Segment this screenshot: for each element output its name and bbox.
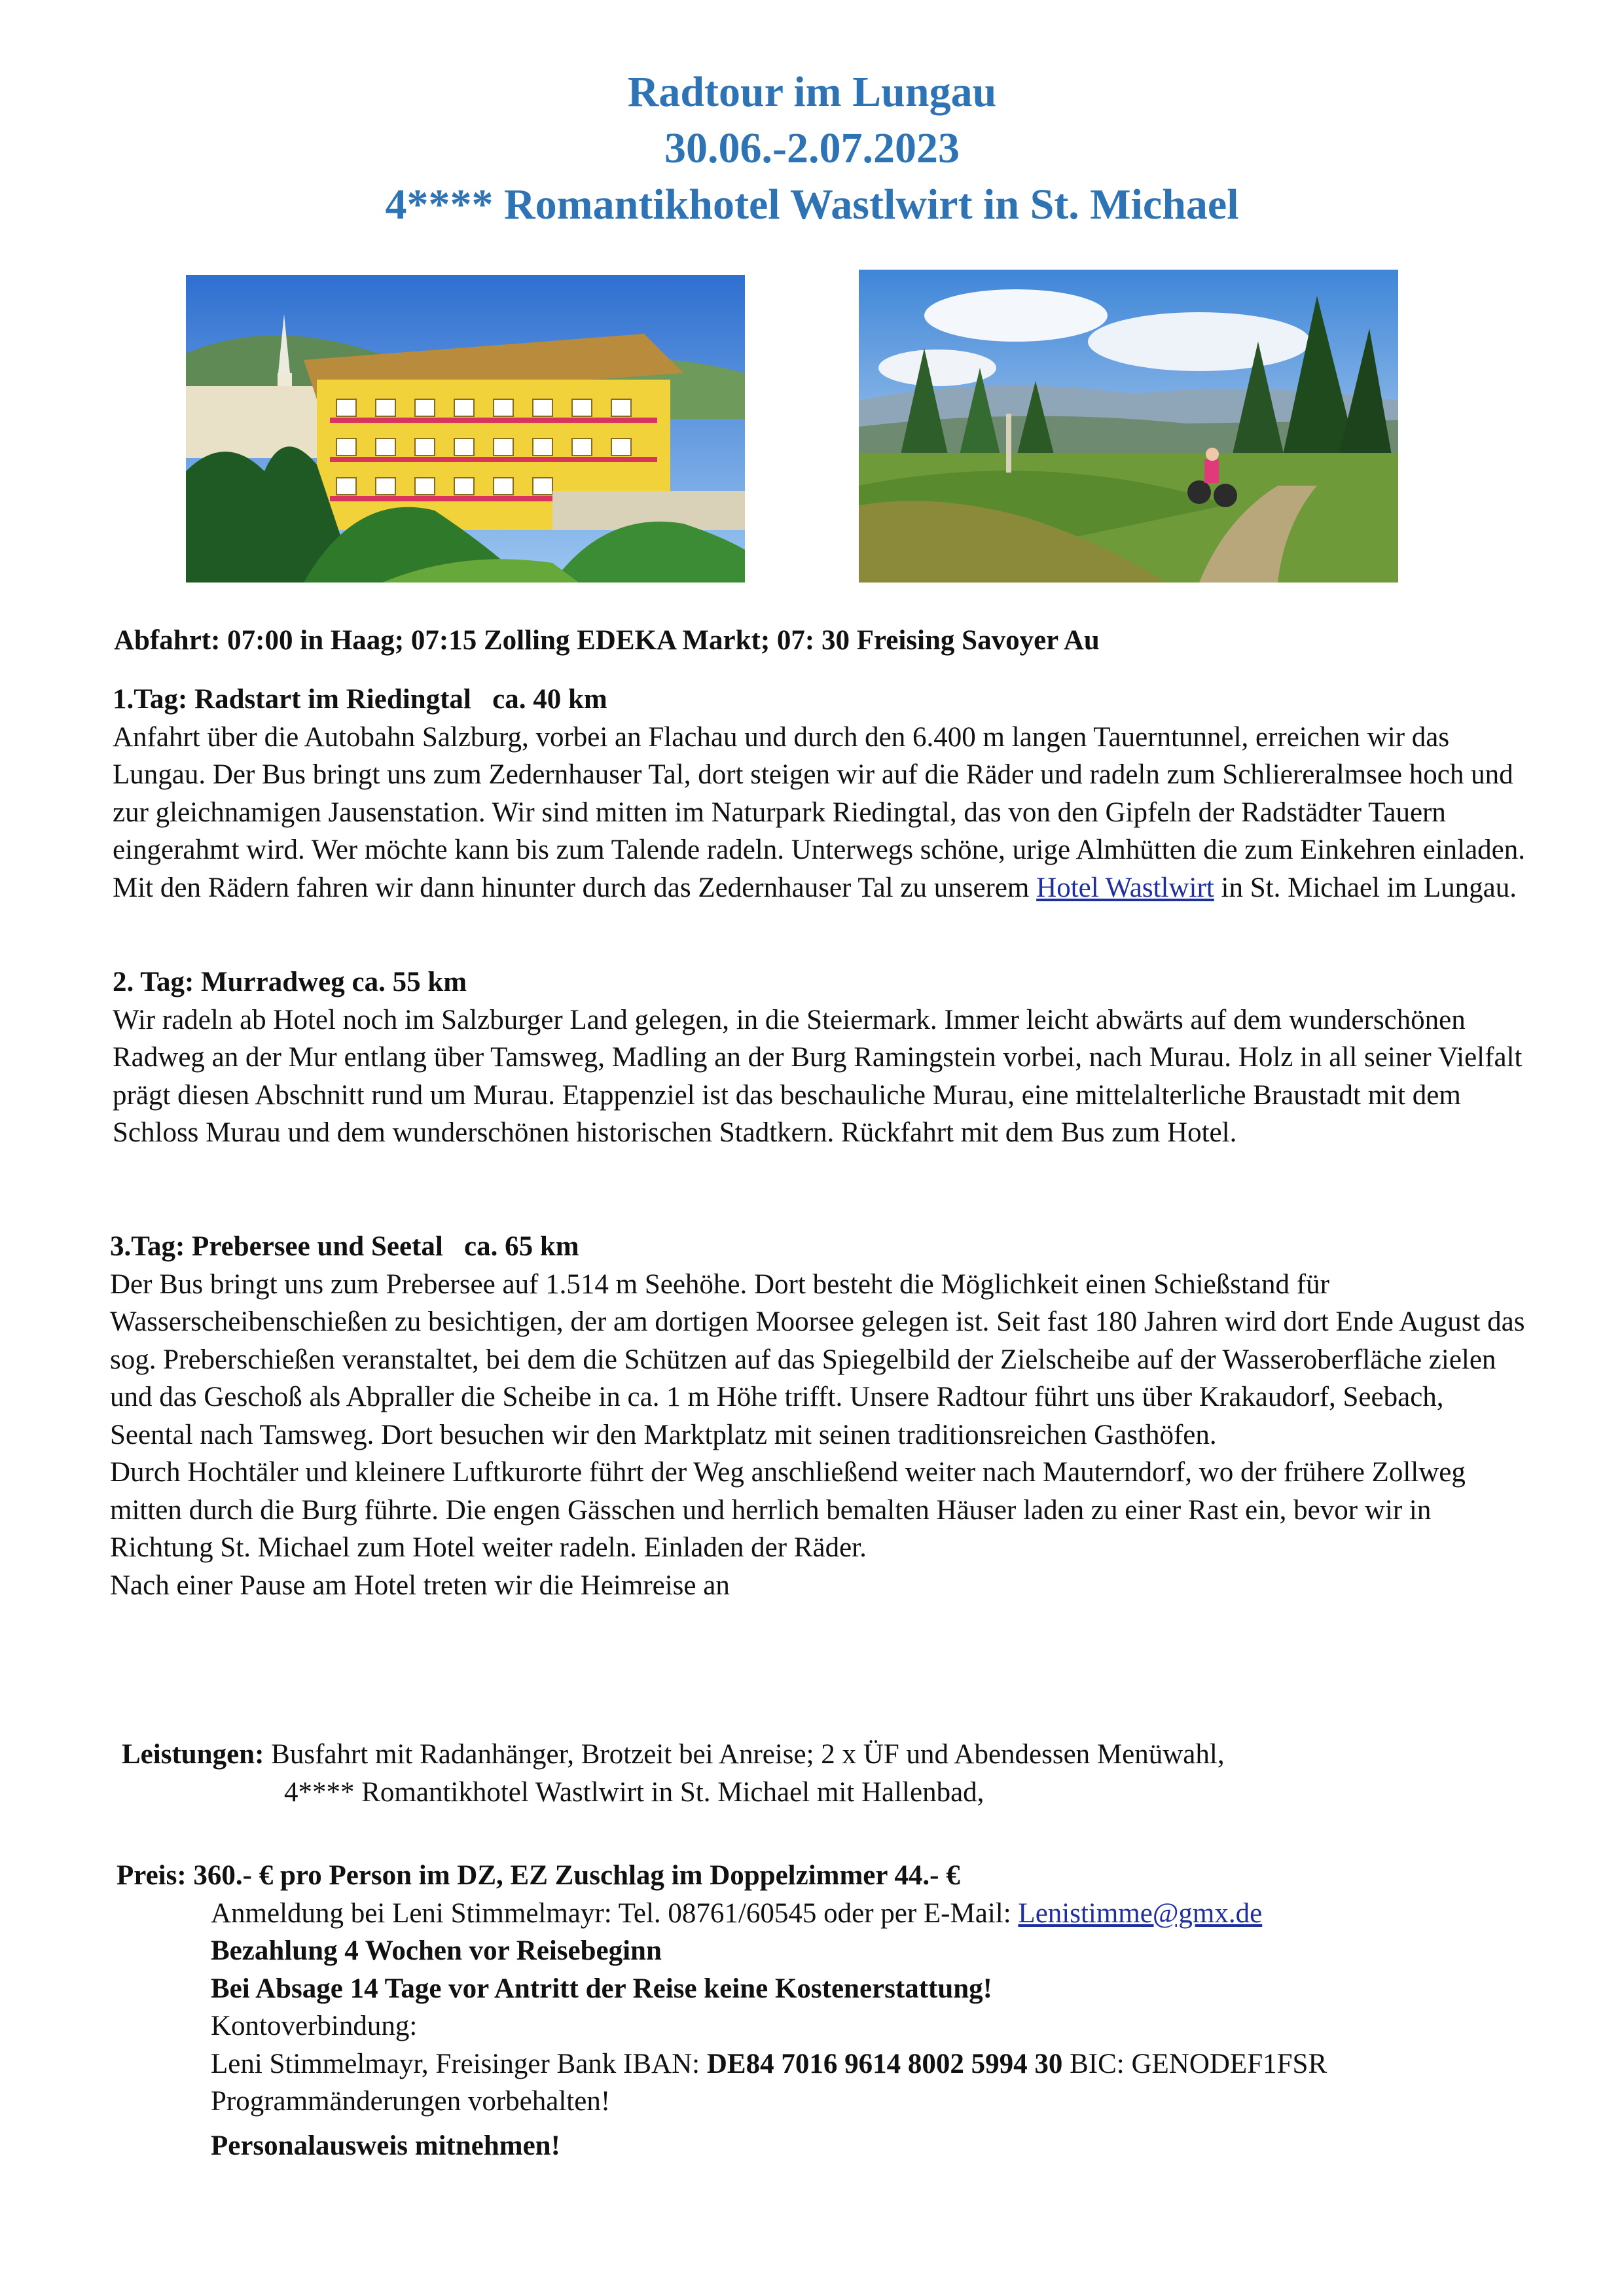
title-line-3: 4**** Romantikhotel Wastlwirt in St. Michael bbox=[385, 181, 1239, 228]
account-label: Kontoverbindung: bbox=[211, 2011, 418, 2041]
bic-value: BIC: GENODEF1FSR bbox=[1062, 2048, 1327, 2079]
changes-note: Programmänderungen vorbehalten! bbox=[211, 2086, 611, 2117]
registration-text: Anmeldung bei Leni Stimmelmayr: Tel. 08761/60545 oder per E-Mail: bbox=[211, 1897, 1019, 1929]
price-heading: Preis: 360.- € pro Person im DZ, EZ Zuschlag im Doppelzimmer 44.- € bbox=[117, 1860, 960, 1891]
day1-heading: 1.Tag: Radstart im Riedingtal ca. 40 km bbox=[113, 684, 607, 715]
services-label: Leistungen: bbox=[122, 1739, 264, 1770]
day2-heading: 2. Tag: Murradweg ca. 55 km bbox=[113, 967, 467, 997]
day1-text-after-link: in St. Michael im Lungau. bbox=[1214, 872, 1517, 903]
payment-note: Bezahlung 4 Wochen vor Reisebeginn bbox=[211, 1935, 662, 1966]
registration-line bbox=[117, 1895, 1557, 1933]
day3-heading: 3.Tag: Prebersee und Seetal ca. 65 km bbox=[110, 1231, 579, 1262]
day3-text-3: Nach einer Pause am Hotel treten wir die Heimreise an bbox=[110, 1570, 730, 1601]
day1-text bbox=[113, 719, 1526, 907]
day2-text: Wir radeln ab Hotel noch im Salzburger Land gelegen, in die Steiermark. Immer leicht abwärts auf dem wunderschönen Radweg an der Mur entlang über Tamsweg, Madling an der Burg Ramingstein vorbei, nach Murau. Holz in all seiner Vielfalt prägt diesen Abschnitt rund um Murau. Etappenziel ist das beschauliche Murau, eine mittelalterliche Braustadt mit dem Schloss Murau und dem wunderschönen historischen Stadtkern. Rückfahrt mit dem Bus zum Hotel. bbox=[113, 1004, 1523, 1148]
page-title bbox=[0, 64, 1624, 233]
services-line-1 bbox=[122, 1736, 1536, 1774]
cycling-trail-photo bbox=[859, 270, 1398, 583]
price-section bbox=[117, 1857, 1557, 2121]
day3-text-1: Der Bus bringt uns zum Prebersee auf 1.514 m Seehöhe. Dort besteht die Möglichkeit einen Schießstand für Wasserscheibenschießen zu besichtigen, der am dortigen Moorsee gelegen ist. Seit fast 180 Jahren wird dort Ende August das sog. Preberschießen veranstaltet, bei dem die Schützen auf das Spiegelbild der Zielscheibe auf der Wasseroberfläche zielen und das Geschoß als Abpraller die Scheibe in ca. 1 m Höhe trifft. Unsere Radtour führt uns über Krakaudorf, Seebach, Seental nach Tamsweg. Dort besuchen wir den Marktplatz mit seinen traditionsreichen Gasthöfen. bbox=[110, 1268, 1525, 1450]
hotel-photo bbox=[186, 275, 745, 583]
iban-value: DE84 7016 9614 8002 5994 30 bbox=[706, 2048, 1063, 2079]
services-text-1: Busfahrt mit Radanhänger, Brotzeit bei Anreise; 2 x ÜF und Abendessen Menüwahl, bbox=[264, 1739, 1225, 1770]
account-line bbox=[117, 2045, 1557, 2083]
services-line-2: 4**** Romantikhotel Wastlwirt in St. Michael mit Hallenbad, bbox=[284, 1776, 984, 1808]
hotel-link[interactable]: Hotel Wastlwirt bbox=[1036, 872, 1214, 903]
services-section bbox=[122, 1736, 1536, 1811]
departure-info bbox=[114, 622, 1100, 660]
id-note-section bbox=[211, 2127, 560, 2165]
id-note: Personalausweis mitnehmen! bbox=[211, 2130, 560, 2161]
day3-section bbox=[110, 1228, 1530, 1604]
day2-section bbox=[113, 963, 1526, 1152]
day3-text-2: Durch Hochtäler und kleinere Luftkurorte führt der Weg anschließend weiter nach Mauterndorf, wo der frühere Zollweg mitten durch die Burg führte. Die engen Gässchen und herrlich bemalten Häuser laden zu einer Rast ein, bevor wir in Richtung St. Michael zum Hotel weiter radeln. Einladen der Räder. bbox=[110, 1457, 1466, 1563]
day1-section bbox=[113, 681, 1526, 906]
title-line-1: Radtour im Lungau bbox=[627, 68, 997, 116]
cycling-trail-photo-image bbox=[859, 270, 1398, 583]
hotel-photo-image bbox=[186, 275, 745, 583]
cancellation-note: Bei Absage 14 Tage vor Antritt der Reise keine Kostenerstattung! bbox=[211, 1973, 992, 2004]
title-line-2: 30.06.-2.07.2023 bbox=[664, 124, 960, 172]
day1-text-before-link: Anfahrt über die Autobahn Salzburg, vorbei an Flachau und durch den 6.400 m langen Tauerntunnel, erreichen wir das Lungau. Der Bus bringt uns zum Zedernhauser Tal, dort steigen wir auf die Räder und radeln zum Schliereralmsee hoch und zur gleichnamigen Jausenstation. Wir sind mitten im Naturpark Riedingtal, das von den Gipfeln der Radstädter Tauern eingerahmt wird. Wer möchte kann bis zum Talende radeln. Unterwegs schöne, urige Almhütten die zum Einkehren einladen. Mit den Rädern fahren wir dann hinunter durch das Zedernhauser Tal zu unserem bbox=[113, 721, 1525, 903]
departure-text: Abfahrt: 07:00 in Haag; 07:15 Zolling EDEKA Markt; 07: 30 Freising Savoyer Au bbox=[114, 625, 1100, 656]
account-prefix: Leni Stimmelmayr, Freisinger Bank IBAN: bbox=[211, 2048, 707, 2079]
email-link[interactable]: Lenistimme@gmx.de bbox=[1018, 1897, 1263, 1929]
